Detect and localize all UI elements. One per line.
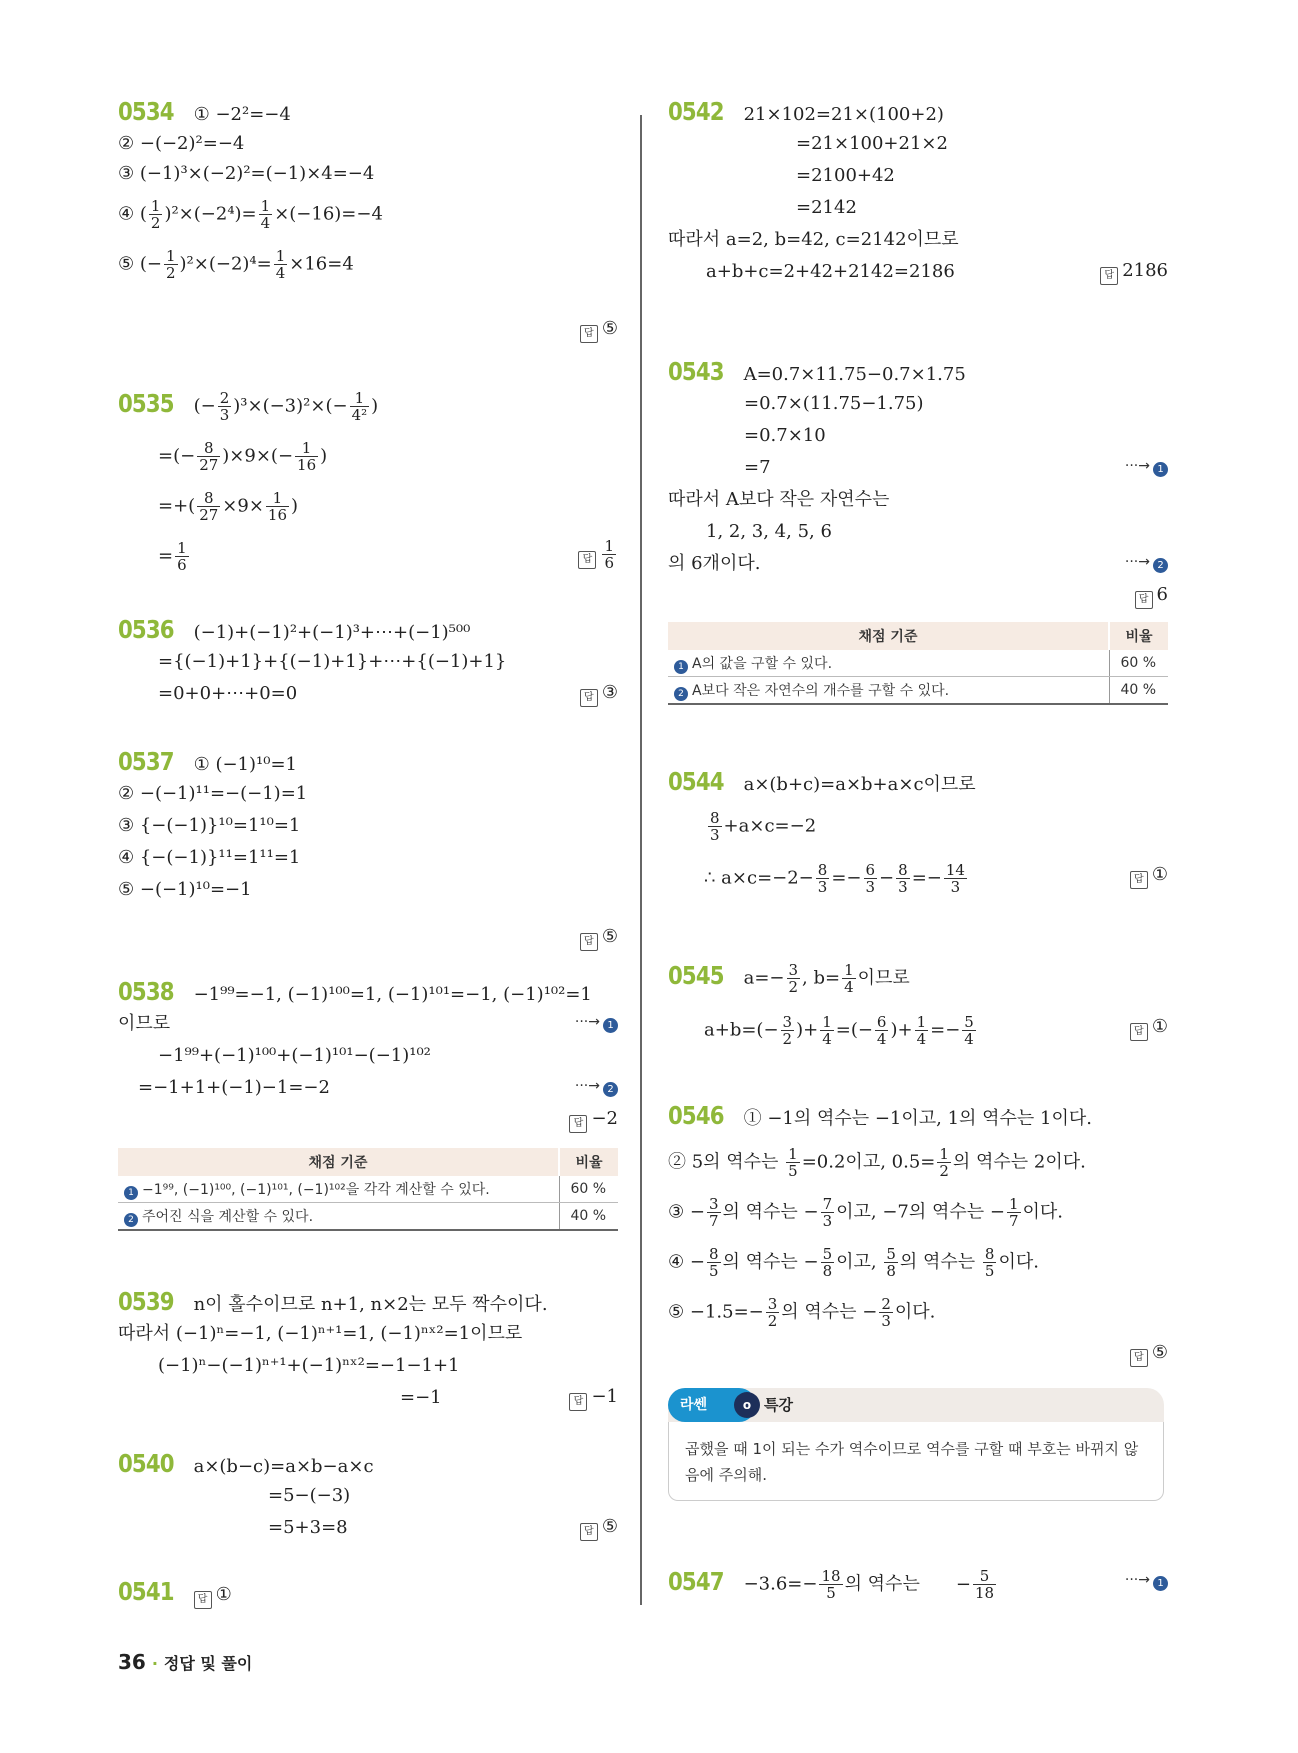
step-marker: ···→ 2 <box>575 1078 618 1097</box>
line: 따라서 A보다 작은 자연수는 <box>668 489 890 510</box>
answer-box-icon: 답 <box>1130 1023 1148 1041</box>
tip-badge: 라쎈 o <box>668 1388 756 1422</box>
problem-0540: 0540 a×(b−c)=a×b−a×c =5−(−3) =5+3=8 답 ⑤ <box>118 1452 618 1552</box>
line: ④ − $\frac{8}{5}$ 의 역수는 − $\frac{5}{8}$ 이고, $\frac{5}{8}$ 의 역수는 $\frac{8}{5}$ 이다. <box>668 1245 1039 1280</box>
problem-number: 0545 <box>668 960 724 990</box>
step-marker: ···→ 1 <box>1125 1572 1168 1591</box>
line: =−1+1+(−1)−1=−2 <box>138 1077 330 1098</box>
line: 1, 2, 3, 4, 5, 6 <box>706 521 832 542</box>
line: ⑤ (− $\frac{1}{2}$ )²×(−2)⁴= $\frac{1}{4}$ ×16=4 <box>118 247 354 282</box>
problem-number: 0547 <box>668 1566 724 1596</box>
line: =(− $\frac{8}{27}$ )×9×(− $\frac{1}{16}$ ) <box>158 439 328 474</box>
line: ② −(−1)¹¹=−(−1)=1 <box>118 783 308 804</box>
answer-box-icon: 답 <box>580 325 598 343</box>
step-marker: ···→ 1 <box>1125 458 1168 477</box>
problem-number: 0539 <box>118 1287 174 1316</box>
answer-box-icon: 답 <box>1100 267 1118 285</box>
answer-mark: 답 ⑤ <box>580 318 618 343</box>
problem-0547: 0547 −3.6=− $\frac{18}{5}$ 의 역수는 − $\frac{5}{18}$ ···→ 1 <box>668 1568 1168 1618</box>
answer-mark: 답 ③ <box>580 682 618 707</box>
answer-box-icon: 답 <box>1135 591 1153 609</box>
problem-0546: 0546 ① −1의 역수는 −1이고, 1의 역수는 1이다. ② 5의 역수는 $\frac{1}{5}$ =0.2이고, 0.5= $\frac{1}{2}$ 의 역수는 2이다. ③ − $\frac{3}{7}$ 의 역수는 − $\frac{7}{3}$ 이고, −7의 역수는 − $\frac{1}{7}$ 이다. ④ − $\frac{8}{5}$ 의 역수는 − $\frac{5}{8}$ 이고, $\frac{5}{8}$ 의 역수는 $\frac{8}{5}$ 이다. ⑤ −1.5=− $\frac{3}{2}$ 의 역수는 − $\frac{2}{3}$ 이다. 답 ⑤ <box>668 1104 1168 1364</box>
answer-box-icon: 답 <box>569 1115 587 1133</box>
answer-mark: 답 6 <box>1135 584 1168 609</box>
tip-body: 곱했을 때 1이 되는 수가 역수이므로 역수를 구할 때 부호는 바뀌지 않음에 주의해. <box>668 1422 1164 1501</box>
problem-number: 0540 <box>118 1449 174 1478</box>
scoring-table: 채점 기준 비율 1 −1⁹⁹, (−1)¹⁰⁰, (−1)¹⁰¹, (−1)¹⁰²을 각각 계산할 수 있다. 60 % 2 주어진 식을 계산할 수 있다. 40 % <box>118 1148 618 1231</box>
problem-0539: 0539 n이 홀수이므로 n+1, n×2는 모두 짝수이다. 따라서 (−1)ⁿ=−1, (−1)ⁿ⁺¹=1, (−1)ⁿˣ²=1이므로 (−1)ⁿ−(−1)ⁿ⁺¹+(−1)ⁿˣ²=−1−1+1 =−1 답 −1 <box>118 1290 618 1420</box>
tip-header <box>668 1388 1164 1422</box>
answer-box-icon: 답 <box>569 1393 587 1411</box>
line: ③ − $\frac{3}{7}$ 의 역수는 − $\frac{7}{3}$ 이고, −7의 역수는 − $\frac{1}{7}$ 이다. <box>668 1195 1064 1230</box>
line: =7 <box>744 457 771 478</box>
footer-title: 정답 및 풀이 <box>163 1654 253 1673</box>
line: =2142 <box>796 197 857 218</box>
column-divider <box>640 115 642 1605</box>
step-marker: ···→ 2 <box>1125 554 1168 573</box>
answer-mark: 답 2186 <box>1100 260 1168 285</box>
answer-box-icon: 답 <box>580 689 598 707</box>
problem-0536: 0536 (−1)+(−1)²+(−1)³+⋯+(−1)⁵⁰⁰ ={(−1)+1}+{(−1)+1}+⋯+{(−1)+1} =0+0+⋯+0=0 답 ③ <box>118 618 618 708</box>
line: =0+0+⋯+0=0 <box>158 683 298 704</box>
line: ={(−1)+1}+{(−1)+1}+⋯+{(−1)+1} <box>158 651 507 672</box>
problem-0541 <box>118 1577 618 1610</box>
line: =−1 <box>400 1387 442 1408</box>
answer-box-icon: 답 <box>580 933 598 951</box>
answer-box-icon: 답 <box>194 1591 212 1609</box>
line: =2100+42 <box>796 165 895 186</box>
line: =0.7×(11.75−1.75) <box>744 393 924 414</box>
line: ③ (−1)³×(−2)²=(−1)×4=−4 <box>118 163 375 184</box>
problem-number: 0542 <box>668 97 724 126</box>
answer-mark: 답 −2 <box>569 1108 618 1133</box>
line: ② −(−2)²=−4 <box>118 133 245 154</box>
line: (−1)ⁿ−(−1)ⁿ⁺¹+(−1)ⁿˣ²=−1−1+1 <box>158 1355 460 1376</box>
answer-box-icon: 답 <box>1130 1349 1148 1367</box>
problem-number: 0534 <box>118 97 174 126</box>
step-marker: ···→ 1 <box>575 1014 618 1033</box>
answer-mark: 답 ① <box>1130 864 1168 889</box>
problem-number: 0536 <box>118 615 174 644</box>
line: ⑤ −(−1)¹⁰=−1 <box>118 879 252 900</box>
answer-mark: 답 ① <box>194 1584 232 1605</box>
line: 따라서 a=2, b=42, c=2142이므로 <box>668 229 959 250</box>
line: ① −2²=−4 <box>193 104 291 125</box>
line: 이므로 <box>118 1013 171 1034</box>
line: =0.7×10 <box>744 425 826 446</box>
line: −1⁹⁹+(−1)¹⁰⁰+(−1)¹⁰¹−(−1)¹⁰² <box>158 1045 431 1066</box>
problem-0534 <box>118 97 618 339</box>
answer-box-icon: 답 <box>578 551 596 569</box>
line: ∴ a×c=−2− $\frac{8}{3}$ =− $\frac{6}{3}$ − $\frac{8}{3}$ =− $\frac{14}{3}$ <box>704 861 965 896</box>
problem-number: 0537 <box>118 747 174 776</box>
line: a+b+c=2+42+2142=2186 <box>706 261 955 282</box>
line: ③ {−(−1)}¹⁰=1¹⁰=1 <box>118 815 301 836</box>
line: =5−(−3) <box>268 1485 351 1506</box>
line: ④ {−(−1)}¹¹=1¹¹=1 <box>118 847 301 868</box>
problem-0538: 0538 −1⁹⁹=−1, (−1)¹⁰⁰=1, (−1)¹⁰¹=−1, (−1)¹⁰²=1 이므로 ···→ 1 −1⁹⁹+(−1)¹⁰⁰+(−1)¹⁰¹−(−1)¹⁰² =−1+1+(−1)−1=−2 ···→ 2 답 −2 채점 기준 비율 1 −1⁹⁹, (−1)¹⁰⁰, (−1)¹⁰¹, (−1)¹⁰²을 각각 계산할 수 있다. 60 % 2 주어진 식을 계산할 수 있다. 40 % <box>118 980 618 1240</box>
problem-number: 0544 <box>668 767 724 796</box>
problem-number: 0543 <box>668 357 724 386</box>
answer-mark: 답 ⑤ <box>1130 1342 1168 1367</box>
line: =21×100+21×2 <box>796 133 948 154</box>
answer-mark: 답 −1 <box>569 1386 618 1411</box>
answer-box-icon: 답 <box>1130 871 1148 889</box>
tip-box <box>668 1388 1164 1501</box>
page-number: 36 <box>118 1650 146 1674</box>
page-footer: 36 · 정답 및 풀이 <box>118 1650 253 1674</box>
line: =5+3=8 <box>268 1517 348 1538</box>
answer-mark: 답 ① <box>1130 1016 1168 1041</box>
line: = $\frac{1}{6}$ <box>158 539 187 574</box>
problem-0544: 0544 a×(b+c)=a×b+a×c이므로 $\frac{8}{3}$ +a×c=−2 ∴ a×c=−2− $\frac{8}{3}$ =− $\frac{6}{3}$ − $\frac{8}{3}$ =− $\frac{14}{3}$ 답 ① <box>668 767 1168 896</box>
line: $\frac{8}{3}$ +a×c=−2 <box>710 809 817 844</box>
line: =+( $\frac{8}{27}$ ×9× $\frac{1}{16}$ ) <box>158 489 299 524</box>
problem-0542: 0542 21×102=21×(100+2) =21×100+21×2 =2100+42 =2142 따라서 a=2, b=42, c=2142이므로 a+b+c=2+42+2142=2186 답 2186 <box>668 100 1168 300</box>
answer-mark: 답 ⑤ <box>580 926 618 951</box>
line: ② 5의 역수는 $\frac{1}{5}$ =0.2이고, 0.5= $\frac{1}{2}$ 의 역수는 2이다. <box>668 1145 1086 1180</box>
problem-number: 0546 <box>668 1101 724 1130</box>
line: 따라서 (−1)ⁿ=−1, (−1)ⁿ⁺¹=1, (−1)ⁿˣ²=1이므로 <box>118 1323 523 1344</box>
tip-title: 특강 <box>764 1396 793 1414</box>
problem-number: 0538 <box>118 977 174 1006</box>
problem-0545: 0545 a=− $\frac{3}{2}$ , b= $\frac{1}{4}$ 이므로 a+b=(− $\frac{3}{2}$ )+ $\frac{1}{4}$ =(− $\frac{6}{4}$ )+ $\frac{1}{4}$ =− $\frac{5}{4}$ 답 ① <box>668 960 1168 1048</box>
line: ④ ( $\frac{1}{2}$ )²×(−2⁴)= $\frac{1}{4}$ ×(−16)=−4 <box>118 197 383 232</box>
line: a+b=(− $\frac{3}{2}$ )+ $\frac{1}{4}$ =(− $\frac{6}{4}$ )+ $\frac{1}{4}$ =− $\frac{5}{4}$ <box>704 1013 974 1048</box>
line: 의 6개이다. <box>668 553 761 574</box>
answer-mark: 답 $\frac{1}{6}$ <box>578 538 618 571</box>
problem-0543: 0543 A=0.7×11.75−0.7×1.75 =0.7×(11.75−1.75) =0.7×10 =7 ···→ 1 따라서 A보다 작은 자연수는 1, 2, 3, 4, 5, 6 의 6개이다. ···→ 2 답 6 채점 기준 비율 1 A의 값을 구할 수 있다. 60 % 2 A보다 작은 자연수의 개수를 구할 수 있다. 40 % <box>668 360 1168 720</box>
problem-0535: 0535 (− $\frac{2}{3}$ )³×(−3)²×(− $\frac{1}{\text{4²}}$ ) =(− $\frac{8}{27}$ )×9×(− $\frac{1}{16}$ ) =+( $\frac{8}{27}$ ×9× $\frac{1}{16}$ ) = $\frac{1}{6}$ 답 $\frac{1}{6}$ <box>118 390 618 570</box>
line: ⑤ −1.5=− $\frac{3}{2}$ 의 역수는 − $\frac{2}{3}$ 이다. <box>668 1295 936 1330</box>
answer-mark: 답 ⑤ <box>580 1516 618 1541</box>
scoring-table: 채점 기준 비율 1 A의 값을 구할 수 있다. 60 % 2 A보다 작은 자연수의 개수를 구할 수 있다. 40 % <box>668 622 1168 705</box>
problem-number: 0535 <box>118 388 174 418</box>
problem-0537: 0537 ① (−1)¹⁰=1 ② −(−1)¹¹=−(−1)=1 ③ {−(−1)}¹⁰=1¹⁰=1 ④ {−(−1)}¹¹=1¹¹=1 ⑤ −(−1)¹⁰=−1 답 ⑤ <box>118 750 618 940</box>
answer-box-icon: 답 <box>580 1523 598 1541</box>
problem-number: 0541 <box>118 1577 174 1606</box>
